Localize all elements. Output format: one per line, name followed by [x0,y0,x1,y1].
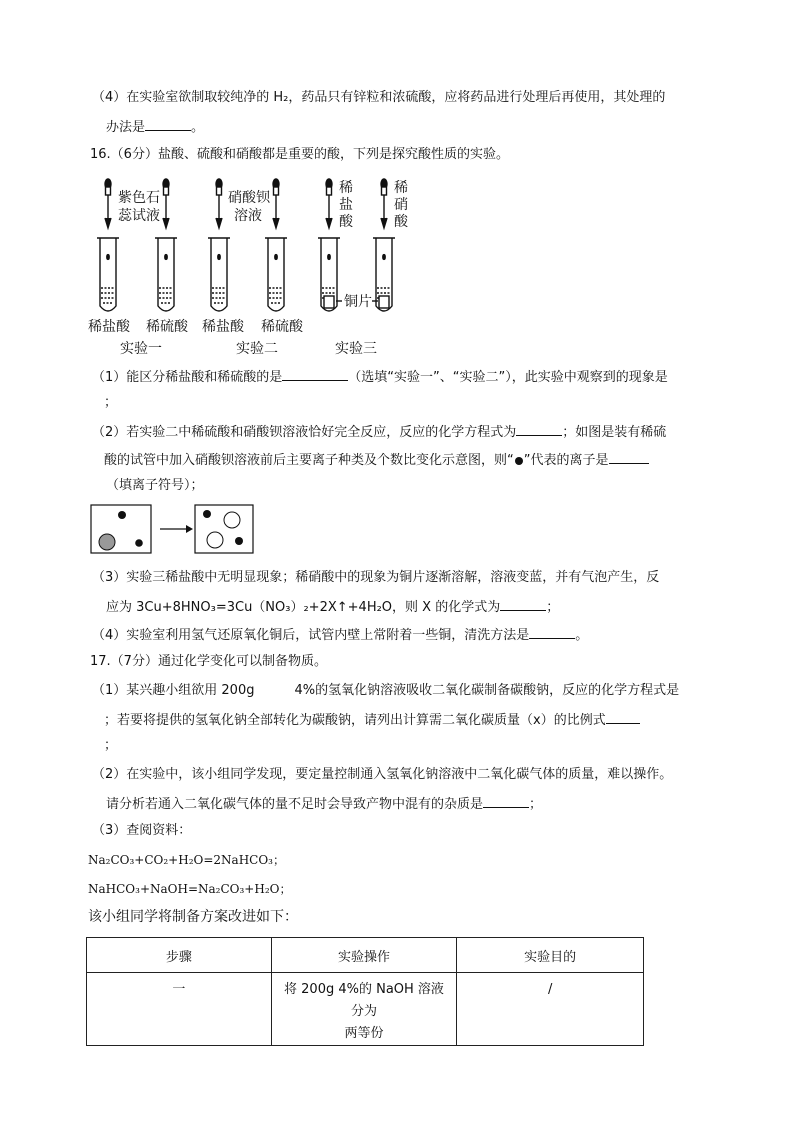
black-ion-icon [135,539,143,547]
q16-4-end: 。 [575,628,589,643]
q16-2-text: （2）若实验二中稀硫酸和硝酸钡溶液恰好完全反应，反应的化学方程式为 [92,425,517,440]
q16-1-line2: ； [104,395,118,410]
gray-ion-icon [99,534,115,550]
q17-3-title: （3）查阅资料： [92,823,192,838]
q16-1-text-cont: （选填“实验一”、“实验二”），此实验中观察到的现象是 [348,370,668,385]
black-ion-icon [235,537,243,545]
test-tube-icon [318,238,340,311]
answer-blank[interactable] [500,596,546,611]
white-ion-icon [224,512,240,528]
reagent-label: 溶液 [234,208,262,224]
q17-1-text2: ；若要将提供的氢氧化钠全部转化为碳酸钠，请列出计算需二氧化碳质量（x）的比例式 [104,713,606,728]
q15-4-line1: （4）在实验室欲制取较纯净的 H₂，药品只有锌粒和浓硫酸，应将药品进行处理后再使用，其处理的 [92,90,666,105]
table-header: 步骤 [87,938,272,973]
q17-2-line1: （2）在实验中，该小组同学发现，要定量控制通入氢氧化钠溶液中二氧化碳气体的质量，难以操作。 [92,767,673,782]
q15-4-line2 [106,116,204,138]
experiment-label: 实验三 [335,341,377,357]
q16-3-line1: （3）实验三稀盐酸中无明显现象；稀硝酸中的现象为铜片逐渐溶解，溶液变蓝，并有气泡产生，反 [92,570,660,585]
reagent-label: 硝酸钡 [228,190,270,206]
operation-line: 将 200g 4%的 NaOH 溶液分为 [284,982,444,1019]
answer-blank[interactable] [606,709,640,724]
q16-3-end: ； [546,600,560,615]
table-header-row [87,938,644,973]
equation-1: Na₂CO₃+CO₂+H₂O=2NaHCO₃； [88,853,285,867]
q16-2-line1 [92,421,666,443]
tube-label: 稀盐酸 [88,319,130,335]
answer-blank[interactable] [145,116,191,131]
q16-experiment-figure [86,170,426,360]
tube-label: 稀硫酸 [261,319,303,335]
test-tube-icon [208,238,230,311]
operation-cell [271,973,457,1046]
test-tube-icon [265,238,287,311]
dropper-icon [326,179,332,228]
dropper-icon [163,179,169,228]
q17-title: 17.（7分）通过化学变化可以制备物质。 [90,654,327,669]
q16-2-text2-cont: ”代表的离子是 [523,453,609,468]
q16-title: 16.（6分）盐酸、硫酸和硝酸都是重要的酸，下列是探究酸性质的实验。 [90,147,509,162]
tube-label: 稀盐酸 [202,319,244,335]
test-tube-icon [373,238,395,311]
answer-blank[interactable] [609,449,649,464]
q15-4-line2-end: 。 [191,120,205,135]
q16-1-line1 [92,366,668,388]
q16-2-line2 [104,449,649,471]
experiment-label: 实验二 [236,341,278,357]
reagent-label: 紫色石 [118,190,160,206]
ion-change-diagram [90,504,254,554]
dropper-icon [273,179,279,228]
equation-2: NaHCO₃+NaOH=Na₂CO₃+H₂O； [88,882,292,896]
q17-1-line2 [104,709,640,731]
test-tube-icon [155,238,177,311]
q16-2-text2: 酸的试管中加入硝酸钡溶液前后主要离子种类及个数比变化示意图，则“ [104,453,514,468]
q17-1-line1 [92,681,679,701]
dropper-icon [216,179,222,228]
black-ion-icon [203,510,211,518]
reagent-label: 盐 [339,197,353,213]
dropper-icon [381,179,387,228]
black-ion-dot-icon [515,457,523,465]
q16-4-line [92,624,588,646]
answer-blank[interactable] [282,366,348,381]
table-row [87,973,644,1046]
q16-3-line2 [106,596,559,618]
copper-label: 铜片 [344,294,372,310]
q16-2-line3: （填离子符号）； [106,478,204,493]
answer-blank[interactable] [529,624,575,639]
purpose-cell: / [457,973,644,1046]
black-ion-icon [118,511,126,519]
tube-label: 稀硫酸 [146,319,188,335]
table-header: 实验目的 [457,938,644,973]
q17-2-end: ； [529,797,543,812]
reagent-label: 稀 [339,180,353,196]
white-ion-icon [207,532,223,548]
q17-2-line2 [106,793,542,815]
q15-4-line2-text: 办法是 [106,120,146,135]
reagent-label: 酸 [394,214,408,230]
arrow-head-icon [186,525,193,533]
q16-3-equation: 应为 3Cu+8HNO₃=3Cu（NO₃）₂+2X↑+4H₂O，则 X 的化学式为 [106,600,501,615]
reagent-label: 蕊试液 [118,208,160,224]
q17-2-text: 请分析若通入二氧化碳气体的量不足时会导致产物中混有的杂质是 [106,797,484,812]
reagent-label: 硝 [394,197,408,213]
preparation-plan-table [86,937,644,1046]
q16-1-text: （1）能区分稀盐酸和稀硫酸的是 [92,370,283,385]
dropper-icon [105,179,111,228]
q16-2-text-cont: ；如图是装有稀硫 [562,425,667,440]
q17-1-line3: ； [104,738,118,753]
answer-blank[interactable] [483,793,529,808]
table-header: 实验操作 [271,938,457,973]
reagent-label: 稀 [394,180,408,196]
answer-blank[interactable] [516,421,562,436]
q16-4-text: （4）实验室利用氢气还原氧化铜后，试管内壁上常附着一些铜，清洗方法是 [92,628,530,643]
plan-intro: 该小组同学将制备方案改进如下： [88,909,298,925]
step-cell: 一 [87,973,272,1046]
operation-line: 两等份 [344,1026,384,1041]
experiment-label: 实验一 [120,341,162,357]
reagent-label: 酸 [339,214,353,230]
test-tube-icon [97,238,119,311]
q17-1-text: （1）某兴趣小组欲用 200g [92,683,255,698]
q17-1-text-cont: 4%的氢氧化钠溶液吸收二氧化碳制备碳酸钠，反应的化学方程式是 [294,683,680,698]
